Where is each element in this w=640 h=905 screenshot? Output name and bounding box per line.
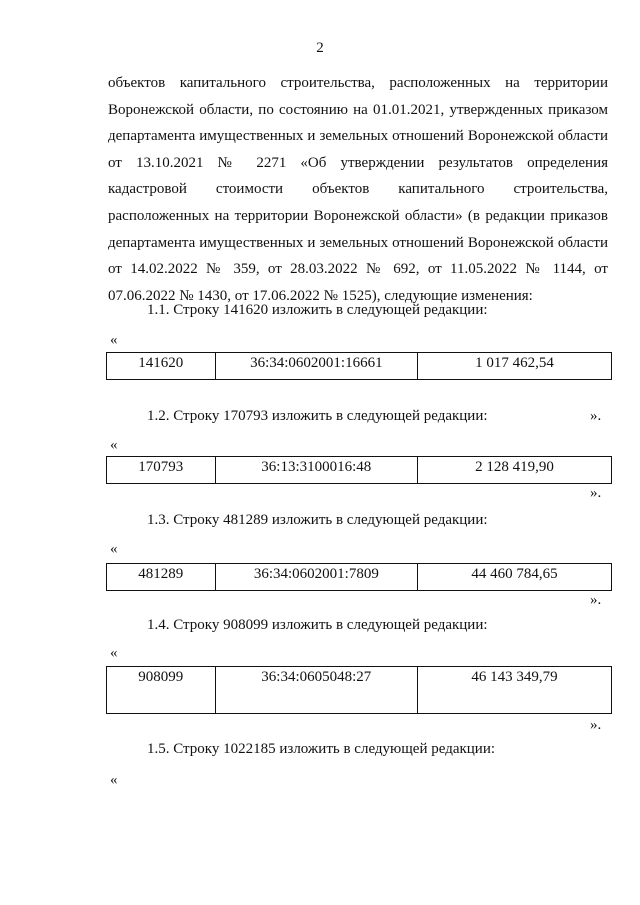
row-number: 170793 — [107, 457, 216, 484]
intro-line: 07.06.2022 № 1430, от 17.06.2022 № 1525), следующие изменения: — [108, 287, 533, 304]
close-quote: ». — [590, 485, 602, 501]
intro-line: кадастровой стоимости объектов капитального строительства, — [108, 181, 608, 198]
intro-line: расположенных на территории Воронежской области» (в редакции приказов — [108, 207, 608, 224]
record-table — [106, 352, 612, 380]
open-quote: « — [110, 332, 118, 348]
intro-line: департамента имущественных и земельных отношений Воронежской области — [108, 234, 608, 251]
record-table — [106, 456, 612, 484]
cadastral-number: 36:13:3100016:48 — [215, 457, 417, 484]
cadastral-number: 36:34:0602001:16661 — [215, 353, 418, 380]
intro-line: от 14.02.2022 № 359, от 28.03.2022 № 692, от 11.05.2022 № 1144, от — [108, 261, 608, 278]
intro-line: Воронежской области, по состоянию на 01.01.2021, утвержденных приказом — [108, 101, 608, 118]
row-number: 141620 — [107, 353, 216, 380]
close-quote: ». — [590, 717, 602, 733]
open-quote: « — [110, 541, 118, 557]
page-number: 2 — [316, 40, 324, 56]
cadastral-value: 1 017 462,54 — [418, 353, 612, 380]
intro-line: от 13.10.2021 № 2271 «Об утверждении результатов определения — [108, 154, 608, 171]
cadastral-value: 44 460 784,65 — [418, 564, 612, 591]
cadastral-value: 46 143 349,79 — [418, 667, 612, 714]
intro-paragraph — [108, 70, 608, 309]
open-quote: « — [110, 645, 118, 661]
item-heading: 1.1. Строку 141620 изложить в следующей редакции: — [147, 302, 488, 318]
cadastral-number: 36:34:0605048:27 — [215, 667, 417, 714]
close-quote: ». — [590, 408, 602, 424]
row-number: 908099 — [107, 667, 216, 714]
record-table — [106, 563, 612, 591]
open-quote: « — [110, 772, 118, 788]
item-heading: 1.5. Строку 1022185 изложить в следующей редакции: — [147, 741, 496, 757]
item-heading: 1.2. Строку 170793 изложить в следующей редакции: — [147, 408, 488, 424]
item-heading: 1.4. Строку 908099 изложить в следующей редакции: — [147, 617, 488, 633]
record-table — [106, 666, 612, 714]
row-number: 481289 — [107, 564, 216, 591]
item-heading: 1.3. Строку 481289 изложить в следующей редакции: — [147, 512, 488, 528]
open-quote: « — [110, 437, 118, 453]
intro-line: объектов капитального строительства, расположенных на территории — [108, 75, 608, 91]
cadastral-number: 36:34:0602001:7809 — [215, 564, 417, 591]
close-quote: ». — [590, 592, 602, 608]
cadastral-value: 2 128 419,90 — [418, 457, 612, 484]
intro-line: департамента имущественных и земельных отношений Воронежской области — [108, 128, 608, 145]
